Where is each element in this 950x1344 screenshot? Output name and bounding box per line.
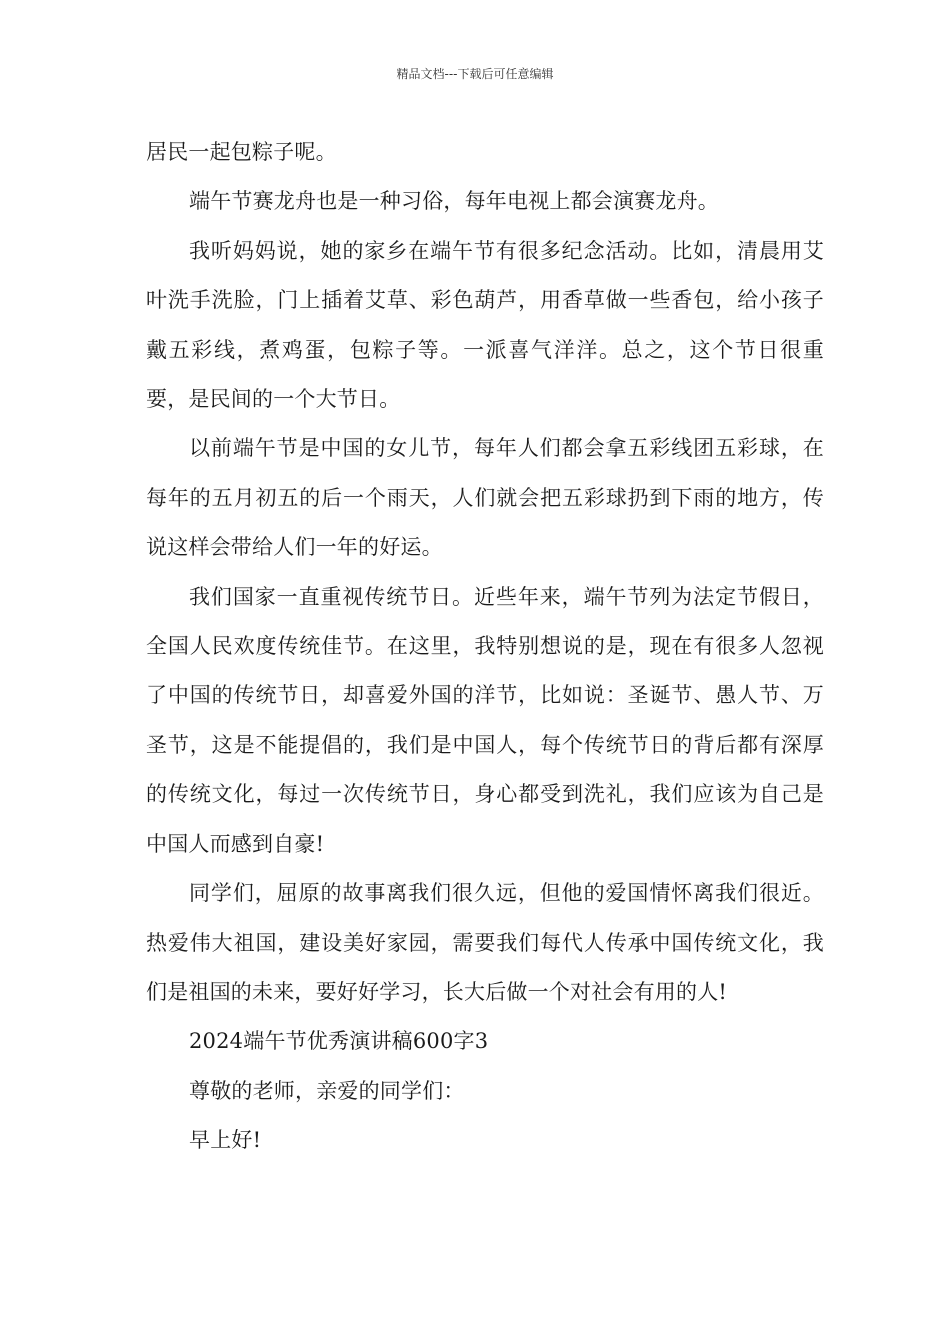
- greeting: 早上好!: [189, 1128, 262, 1153]
- paragraph-hometown-customs: 我听妈妈说，她的家乡在端午节有很多纪念活动。比如，清晨用艾叶洗手洗脸，门上插着艾草、彩色葫芦，用香草做一些香包，给小孩子戴五彩线，煮鸡蛋，包粽子等。一派喜气洋洋。总之，这个节日很重要，是民间的一个大节日。: [146, 238, 824, 412]
- paragraph-closing: 同学们，屈原的故事离我们很久远，但他的爱国情怀离我们很近。热爱伟大祖国，建设美好家园，需要我们每代人传承中国传统文化，我们是祖国的未来，要好好学习，长大后做一个对社会有用的人!: [146, 881, 824, 1004]
- page-header: 精品文档---下载后可任意编辑: [396, 67, 554, 81]
- paragraph-traditional-festivals: 我们国家一直重视传统节日。近些年来，端午节列为法定节假日，全国人民欢度传统佳节。在这里，我特别想说的是，现在有很多人忽视了中国的传统节日，却喜爱外国的洋节，比如说：圣诞节、愚人节、万圣节，这是不能提倡的，我们是中国人，每个传统节日的背后都有深厚的传统文化，每过一次传统节日，身心都受到洗礼，我们应该为自己是中国人而感到自豪!: [146, 584, 824, 856]
- paragraph-dragon-boat: 端午节赛龙舟也是一种习俗，每年电视上都会演赛龙舟。: [189, 189, 719, 214]
- document-body: [146, 128, 824, 1166]
- paragraph-continuation: 居民一起包粽子呢。: [146, 140, 337, 164]
- salutation: 尊敬的老师，亲爱的同学们：: [189, 1078, 465, 1103]
- paragraph-daughters-festival: 以前端午节是中国的女儿节，每年人们都会拿五彩线团五彩球，在每年的五月初五的后一个雨天，人们就会把五彩球扔到下雨的地方，传说这样会带给人们一年的好运。: [146, 436, 824, 560]
- section-heading: 2024端午节优秀演讲稿600字3: [189, 1029, 489, 1054]
